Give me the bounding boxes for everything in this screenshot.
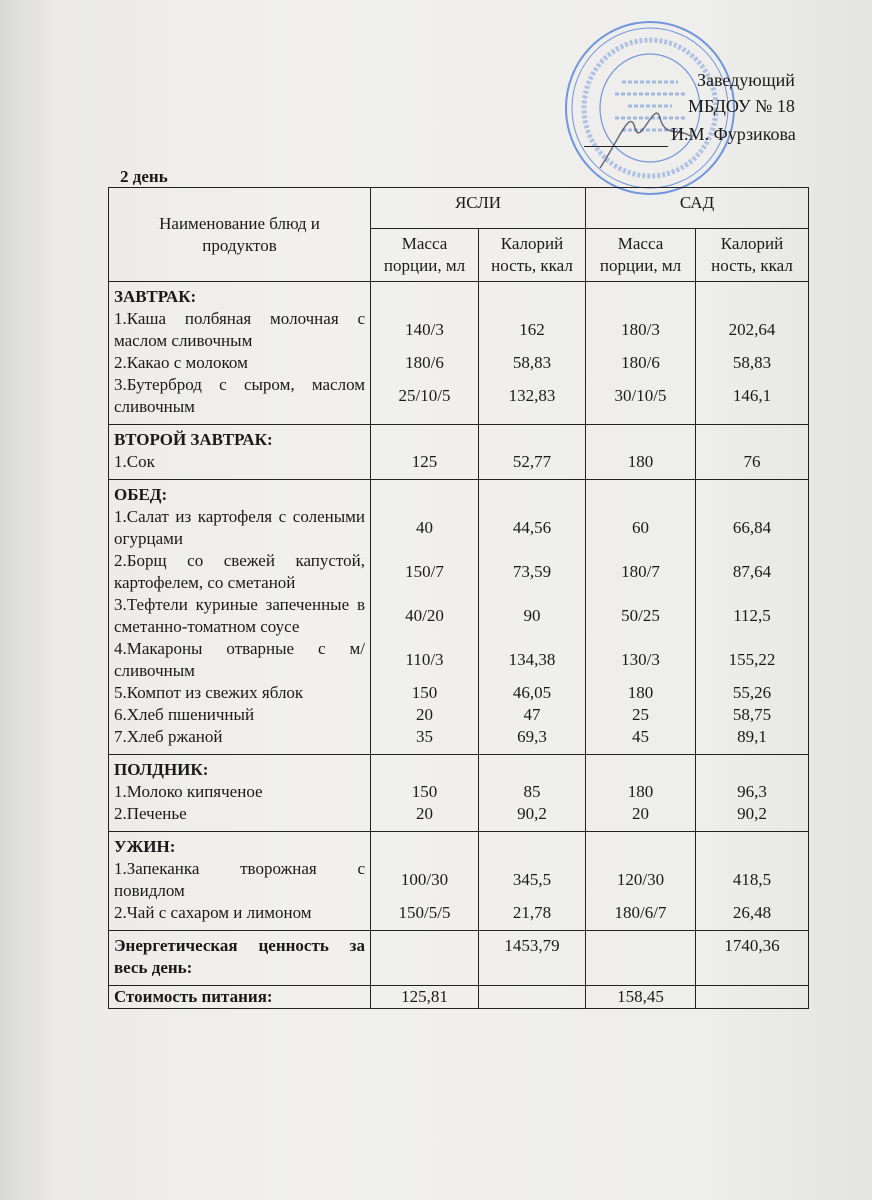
dish-row — [109, 374, 809, 425]
cell-sad-mass: 180/6 — [586, 352, 696, 374]
day-label: 2 день — [120, 167, 168, 186]
header-sad-kcal: Калорий ность, ккал — [696, 229, 809, 282]
cell-yasli-mass: 180/6 — [371, 352, 479, 374]
dish-row — [109, 682, 809, 704]
empty-cell — [371, 282, 479, 309]
empty-cell — [479, 755, 586, 782]
cell-sad-kcal: 87,64 — [696, 550, 809, 594]
header-yasli: ЯСЛИ — [371, 188, 586, 229]
cell-sad-mass: 60 — [586, 506, 696, 550]
cost-label: Стоимость питания: — [109, 986, 371, 1009]
cell-sad-kcal: 155,22 — [696, 638, 809, 682]
dish-name: 2.Борщ со свежей капустой, картофелем, со сметаной — [109, 550, 371, 594]
section-title: ЗАВТРАК: — [109, 282, 371, 309]
empty-cell — [696, 282, 809, 309]
section-title-row — [109, 832, 809, 859]
cell-sad-kcal: 26,48 — [696, 902, 809, 931]
dish-row — [109, 550, 809, 594]
header-name-col: Наименование блюд и продуктов — [109, 188, 371, 282]
section-title-row — [109, 282, 809, 309]
dish-row — [109, 726, 809, 755]
cell-yasli-mass: 35 — [371, 726, 479, 755]
cell-sad-mass: 180 — [586, 781, 696, 803]
cell-sad-mass: 20 — [586, 803, 696, 832]
empty-cell — [586, 755, 696, 782]
cell-sad-mass: 180 — [586, 682, 696, 704]
cell-yasli-mass: 110/3 — [371, 638, 479, 682]
section-title: ОБЕД: — [109, 480, 371, 507]
cell-yasli-mass: 25/10/5 — [371, 374, 479, 425]
cell-sad-kcal: 58,83 — [696, 352, 809, 374]
cell-sad-kcal: 418,5 — [696, 858, 809, 902]
cell-sad-mass: 45 — [586, 726, 696, 755]
cell-yasli-mass: 125 — [371, 451, 479, 480]
cell-sad-kcal: 89,1 — [696, 726, 809, 755]
dish-row — [109, 594, 809, 638]
cell-yasli-kcal: 134,38 — [479, 638, 586, 682]
cell-yasli-kcal: 69,3 — [479, 726, 586, 755]
cell-yasli-mass: 100/30 — [371, 858, 479, 902]
cell-sad-mass: 130/3 — [586, 638, 696, 682]
header-sad: САД — [586, 188, 809, 229]
dish-row — [109, 803, 809, 832]
dish-row — [109, 902, 809, 931]
dish-row — [109, 638, 809, 682]
cell-yasli-mass: 150 — [371, 781, 479, 803]
empty-cell — [479, 832, 586, 859]
header-sad-mass: Масса порции, мл — [586, 229, 696, 282]
cell-yasli-kcal: 21,78 — [479, 902, 586, 931]
dish-name: 4.Макароны отварные с м/сливочным — [109, 638, 371, 682]
dish-name: 7.Хлеб ржаной — [109, 726, 371, 755]
cell-sad-kcal: 90,2 — [696, 803, 809, 832]
cell-yasli-mass: 20 — [371, 803, 479, 832]
dish-name: 5.Компот из свежих яблок — [109, 682, 371, 704]
cell-yasli-kcal: 90 — [479, 594, 586, 638]
dish-name: 1.Сок — [109, 451, 371, 480]
section-title: УЖИН: — [109, 832, 371, 859]
section-title: ПОЛДНИК: — [109, 755, 371, 782]
cell-yasli-kcal: 47 — [479, 704, 586, 726]
cell-yasli-mass: 150/5/5 — [371, 902, 479, 931]
empty-cell — [696, 832, 809, 859]
energy-yasli-mass-empty — [371, 931, 479, 986]
energy-sad-kcal: 1740,36 — [696, 931, 809, 986]
dish-name: 3.Бутерброд с сыром, маслом сливочным — [109, 374, 371, 425]
dish-name: 2.Какао с молоком — [109, 352, 371, 374]
cell-yasli-kcal: 73,59 — [479, 550, 586, 594]
cell-sad-kcal: 55,26 — [696, 682, 809, 704]
empty-cell — [371, 480, 479, 507]
energy-row — [109, 931, 809, 986]
cell-yasli-mass: 150 — [371, 682, 479, 704]
cell-yasli-mass: 40/20 — [371, 594, 479, 638]
cost-sad: 158,45 — [586, 986, 696, 1009]
cell-sad-kcal: 202,64 — [696, 308, 809, 352]
empty-cell — [586, 480, 696, 507]
dish-name: 6.Хлеб пшеничный — [109, 704, 371, 726]
empty-cell — [696, 425, 809, 452]
empty-cell — [586, 832, 696, 859]
energy-yasli-kcal: 1453,79 — [479, 931, 586, 986]
cell-yasli-kcal: 44,56 — [479, 506, 586, 550]
dish-name: 2.Печенье — [109, 803, 371, 832]
cell-sad-mass: 30/10/5 — [586, 374, 696, 425]
cell-yasli-kcal: 85 — [479, 781, 586, 803]
cell-yasli-mass: 40 — [371, 506, 479, 550]
empty-cell — [586, 425, 696, 452]
cost-yasli-empty — [479, 986, 586, 1009]
dish-row — [109, 506, 809, 550]
cell-sad-mass: 50/25 — [586, 594, 696, 638]
empty-cell — [479, 480, 586, 507]
empty-cell — [371, 755, 479, 782]
dish-name: 1.Молоко кипяченое — [109, 781, 371, 803]
cell-sad-mass: 180/6/7 — [586, 902, 696, 931]
cell-yasli-kcal: 132,83 — [479, 374, 586, 425]
dish-row — [109, 308, 809, 352]
menu-table — [108, 187, 809, 1009]
cell-yasli-kcal: 46,05 — [479, 682, 586, 704]
cell-sad-mass: 180/7 — [586, 550, 696, 594]
dish-name: 1.Салат из картофеля с солеными огурцами — [109, 506, 371, 550]
dish-name: 2.Чай с сахаром и лимоном — [109, 902, 371, 931]
dish-row — [109, 451, 809, 480]
cost-row — [109, 986, 809, 1009]
approval-position: Заведующий — [697, 70, 795, 90]
empty-cell — [479, 282, 586, 309]
empty-cell — [696, 480, 809, 507]
energy-label: Энергетическая ценность за весь день: — [109, 931, 371, 986]
signature-line — [584, 146, 668, 147]
approval-signatory: И.М. Фурзикова — [671, 124, 796, 144]
cell-sad-kcal: 76 — [696, 451, 809, 480]
cell-yasli-mass: 20 — [371, 704, 479, 726]
empty-cell — [371, 832, 479, 859]
dish-row — [109, 858, 809, 902]
cell-sad-kcal: 146,1 — [696, 374, 809, 425]
empty-cell — [586, 282, 696, 309]
dish-row — [109, 781, 809, 803]
header-yasli-kcal: Калорий ность, ккал — [479, 229, 586, 282]
cell-yasli-kcal: 52,77 — [479, 451, 586, 480]
header-yasli-mass: Масса порции, мл — [371, 229, 479, 282]
cell-yasli-kcal: 90,2 — [479, 803, 586, 832]
cost-sad-empty — [696, 986, 809, 1009]
section-title: ВТОРОЙ ЗАВТРАК: — [109, 425, 371, 452]
approval-organization: МБДОУ № 18 — [688, 96, 795, 116]
cell-sad-kcal: 66,84 — [696, 506, 809, 550]
empty-cell — [696, 755, 809, 782]
dish-name: 1.Каша полбяная молочная с маслом сливочным — [109, 308, 371, 352]
cell-yasli-mass: 150/7 — [371, 550, 479, 594]
dish-name: 1.Запеканка творожная с повидлом — [109, 858, 371, 902]
section-title-row — [109, 480, 809, 507]
section-title-row — [109, 755, 809, 782]
cell-sad-kcal: 112,5 — [696, 594, 809, 638]
cell-yasli-kcal: 345,5 — [479, 858, 586, 902]
cell-sad-kcal: 58,75 — [696, 704, 809, 726]
cell-yasli-mass: 140/3 — [371, 308, 479, 352]
empty-cell — [371, 425, 479, 452]
cell-sad-mass: 180/3 — [586, 308, 696, 352]
cell-yasli-kcal: 162 — [479, 308, 586, 352]
cell-yasli-kcal: 58,83 — [479, 352, 586, 374]
cost-yasli: 125,81 — [371, 986, 479, 1009]
cell-sad-kcal: 96,3 — [696, 781, 809, 803]
energy-sad-mass-empty — [586, 931, 696, 986]
section-title-row — [109, 425, 809, 452]
empty-cell — [479, 425, 586, 452]
dish-name: 3.Тефтели куриные запеченные в сметанно-томатном соусе — [109, 594, 371, 638]
dish-row — [109, 352, 809, 374]
cell-sad-mass: 25 — [586, 704, 696, 726]
dish-row — [109, 704, 809, 726]
cell-sad-mass: 180 — [586, 451, 696, 480]
cell-sad-mass: 120/30 — [586, 858, 696, 902]
